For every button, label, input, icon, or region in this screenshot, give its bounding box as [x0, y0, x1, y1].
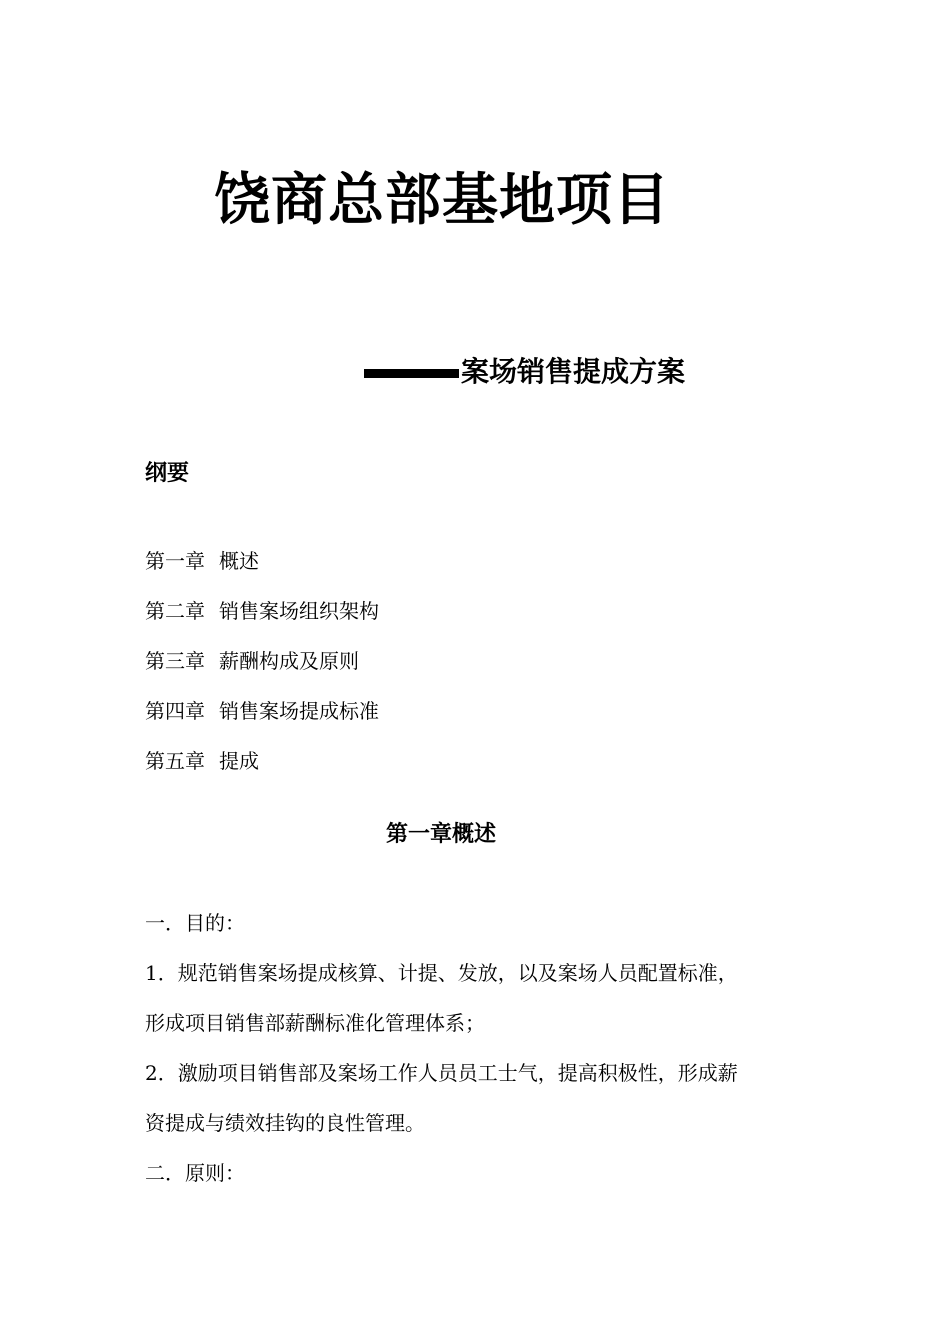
document-subtitle — [364, 350, 685, 390]
toc-chapter-number: 第一章 — [145, 549, 205, 573]
toc-chapter-name: 薪酬构成及原则 — [219, 649, 359, 673]
toc-item — [145, 647, 379, 697]
document-title: 饶商总部基地项目 — [214, 168, 670, 233]
subtitle-dash-rule — [364, 369, 459, 378]
toc-item — [145, 597, 379, 647]
purpose-heading: 一．目的： — [145, 911, 245, 935]
paragraph-line: 形成项目销售部薪酬标准化管理体系； — [145, 1011, 485, 1035]
subtitle-text: 案场销售提成方案 — [461, 355, 686, 388]
toc-chapter-name: 销售案场提成标准 — [219, 699, 379, 723]
outline-heading: 纲要 — [145, 461, 190, 486]
table-of-contents — [145, 547, 379, 797]
toc-item — [145, 747, 379, 797]
paragraph-line: 资提成与绩效挂钩的良性管理。 — [145, 1111, 425, 1135]
toc-chapter-number: 第四章 — [145, 699, 205, 723]
chapter-heading: 第一章概述 — [386, 822, 497, 847]
principle-heading: 二．原则： — [145, 1161, 245, 1185]
paragraph-line: 2．激励项目销售部及案场工作人员员工士气，提高积极性，形成薪 — [145, 1061, 738, 1085]
paragraph-line: 1．规范销售案场提成核算、计提、发放，以及案场人员配置标准， — [145, 961, 738, 985]
toc-chapter-number: 第三章 — [145, 649, 205, 673]
toc-item — [145, 547, 379, 597]
toc-chapter-name: 销售案场组织架构 — [219, 599, 379, 623]
toc-chapter-number: 第五章 — [145, 749, 205, 773]
toc-chapter-number: 第二章 — [145, 599, 205, 623]
toc-item — [145, 697, 379, 747]
toc-chapter-name: 提成 — [219, 749, 259, 773]
toc-chapter-name: 概述 — [219, 549, 259, 573]
